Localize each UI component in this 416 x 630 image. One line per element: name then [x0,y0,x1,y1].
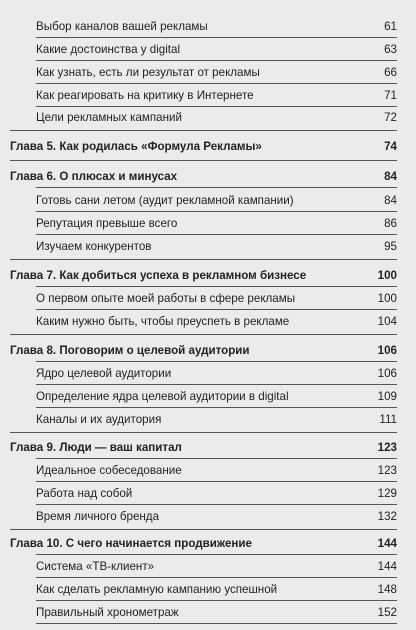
toc-chapter-title: Глава 9. Люди — ваш капитал [10,441,182,454]
divider [10,529,397,530]
divider [36,37,397,38]
toc-chapter-title: Глава 10. С чего начинается продвижение [10,537,252,550]
toc-entry-page: 95 [384,240,397,253]
toc-chapter-page: 74 [384,140,397,153]
divider [36,361,397,362]
divider [36,309,397,310]
toc-entry-title: Ядро целевой аудитории [36,367,172,380]
toc-entry-page: 132 [377,510,397,523]
toc-entry-page: 111 [379,413,397,426]
toc-entry [36,413,397,426]
divider [36,211,397,212]
divider [36,481,397,482]
toc-chapter-page: 100 [377,269,397,282]
toc-entry-page: 152 [377,606,397,619]
divider [36,407,397,408]
toc-entry-title: Выбор каналов вашей рекламы [36,20,208,33]
toc-entry-page: 84 [384,194,397,207]
toc-entry [36,20,397,33]
divider [36,554,397,555]
divider [36,458,397,459]
divider [36,623,397,624]
divider [36,83,397,84]
divider [36,106,397,107]
toc-entry-title: Готовь сани летом (аудит рекламной кампании) [36,194,294,207]
toc-entry-page: 123 [377,464,397,477]
toc-entry-title: Работа над собой [36,487,133,500]
toc-entry-title: Правильный хронометраж [36,606,179,619]
toc-entry-title: Как узнать, есть ли результат от рекламы [36,66,260,79]
toc-chapter [10,140,397,153]
toc-entry-title: Цели рекламных кампаний [36,111,182,124]
divider [36,504,397,505]
toc-entry [36,367,397,380]
toc-chapter-title: Глава 7. Как добиться успеха в рекламном бизнесе [10,269,307,282]
toc-entry-title: Как сделать рекламную кампанию успешной [36,583,278,596]
toc-chapter [10,269,397,282]
toc-entry-title: Каналы и их аудитория [36,413,162,426]
toc-entry-page: 72 [384,111,397,124]
toc-entry-title: Какие достоинства у digital [36,43,181,56]
toc-entry-page: 100 [377,292,397,305]
toc-entry-title: Определение ядра целевой аудитории в digital [36,390,289,403]
toc-entry [36,487,397,500]
toc-entry-title: Изучаем конкурентов [36,240,152,253]
toc-entry [36,390,397,403]
toc-chapter-page: 84 [384,170,397,183]
toc-entry [36,89,397,102]
toc-entry-title: Каким нужно быть, чтобы преуспеть в рекламе [36,315,290,328]
toc-chapter [10,537,397,550]
divider [36,286,397,287]
toc-entry [36,217,397,230]
divider [10,130,397,131]
divider [36,384,397,385]
divider [36,577,397,578]
toc-entry [36,583,397,596]
toc-entry [36,292,397,305]
toc-entry-page: 86 [384,217,397,230]
toc-entry-title: Время личного бренда [36,510,160,523]
divider [36,234,397,235]
toc-entry [36,66,397,79]
toc-chapter [10,344,397,357]
toc-entry-page: 106 [377,367,397,380]
toc-entry [36,111,397,124]
toc-entry [36,194,397,207]
toc-entry-page: 144 [377,560,397,573]
toc-entry [36,510,397,523]
toc-chapter [10,170,397,183]
divider [36,60,397,61]
divider [10,432,397,433]
toc-entry [36,606,397,619]
divider [10,259,397,260]
toc-entry-page: 71 [384,89,397,102]
toc-chapter-title: Глава 5. Как родилась «Формула Рекламы» [10,140,262,153]
toc-chapter [10,441,397,454]
toc-chapter-title: Глава 6. О плюсах и минусах [10,170,178,183]
divider [10,160,397,161]
toc-entry-title: Система «ТВ-клиент» [36,560,155,573]
divider [10,334,397,335]
toc-entry [36,560,397,573]
toc-entry-page: 129 [377,487,397,500]
toc-entry-title: Как реагировать на критику в Интернете [36,89,254,102]
toc-chapter-page: 144 [377,537,397,550]
divider [36,600,397,601]
toc-chapter-page: 123 [377,441,397,454]
toc-entry-page: 104 [377,315,397,328]
toc-entry-page: 66 [384,66,397,79]
toc-entry-page: 109 [377,390,397,403]
toc-entry-title: Идеальное собеседование [36,464,182,477]
toc-entry-page: 148 [377,583,397,596]
toc-chapter-page: 106 [377,344,397,357]
toc-entry-title: О первом опыте моей работы в сфере рекламы [36,292,296,305]
toc-entry [36,464,397,477]
divider [36,187,397,188]
toc-entry [36,43,397,56]
toc-chapter-title: Глава 8. Поговорим о целевой аудитории [10,344,250,357]
toc-entry-title: Репутация превыше всего [36,217,178,230]
toc-entry-page: 63 [384,43,397,56]
toc-entry [36,315,397,328]
toc-entry [36,240,397,253]
toc-entry-page: 61 [384,20,397,33]
